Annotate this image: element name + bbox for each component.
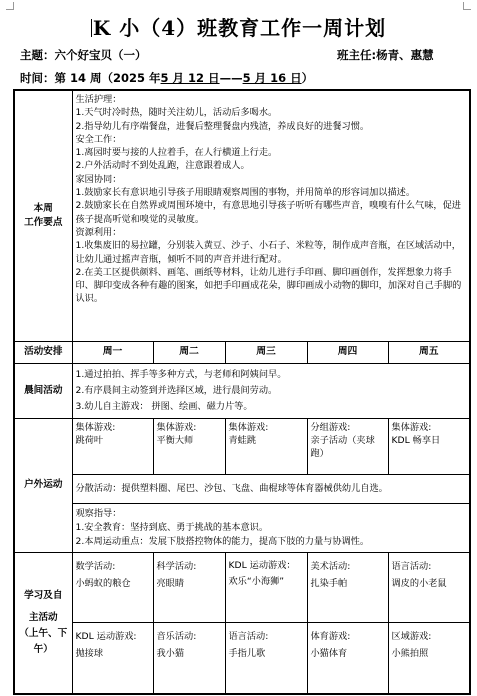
morning-line: 3.幼儿自主游戏： 拼图、绘画、磁力片等。 <box>75 400 253 412</box>
outdoor-guide-row <box>14 503 470 552</box>
outdoor-group-row <box>14 474 470 503</box>
learning-cell: KDL 运动游戏：欢乐“小海狮” <box>225 552 307 622</box>
focus-line: 生活护理： <box>75 94 122 105</box>
page-corner-mark <box>6 2 14 10</box>
teacher-line <box>337 47 434 63</box>
focus-line: 1.离园时要与接的人拉着手，在人行横道上行走。 <box>75 147 278 159</box>
text-cursor <box>91 19 92 37</box>
date-separator: —— <box>219 71 243 85</box>
outdoor-game-cell: 集体游戏: 跳荷叶 <box>72 418 153 474</box>
weekly-plan-table <box>13 89 471 695</box>
time-label: 时间： <box>20 71 55 85</box>
focus-line: 安全工作： <box>75 133 122 145</box>
teacher-label: 班主任: <box>337 48 377 62</box>
focus-line: 1.收集废旧的易拉罐，分别装入黄豆、沙子、小石子、米粒等，制作成声音瓶，在区域活动中，让幼儿通过摇声音瓶，倾听不同的声音并进行配对。 <box>75 240 461 265</box>
outdoor-game-cell: 集体游戏: 平衡大师 <box>153 418 225 474</box>
close-paren: ） <box>301 71 314 85</box>
teacher-value: 杨青、惠慧 <box>376 48 434 62</box>
schedule-label: 活动安排 <box>14 341 72 363</box>
focus-line: 2.指导幼儿有序端餐盘，进餐后整理餐盘内残渣，养成良好的进餐习惯。 <box>75 120 370 132</box>
morning-line: 2.有序晨间主动签到并选择区域，进行晨间劳动。 <box>75 384 278 396</box>
morning-content <box>72 363 470 418</box>
outdoor-game-cell: 集体游戏: KDL 畅享日 <box>388 418 470 474</box>
learning-label: 学习及自 主活动 （上午、下午） <box>14 552 72 694</box>
outdoor-label: 户外运动 <box>14 418 72 552</box>
theme-label: 主题： <box>20 48 55 62</box>
focus-line: 1.鼓励家长有意识地引导孩子用眼睛观察周围的事物，并用简单的形容词加以描述。 <box>75 187 416 199</box>
time-line <box>20 70 313 86</box>
focus-line: 资源利用： <box>75 226 122 238</box>
focus-line: 2.在美工区提供颜料、画笔、画纸等材料，让幼儿进行手印画、脚印画创作，发挥想象力将手印、脚印变成各种有趣的图案，如把手印画成花朵，脚印画成小动物的脚印，加深对自己手脚的认识。 <box>75 266 462 305</box>
morning-row <box>14 363 470 418</box>
day-thursday: 周四 <box>307 341 388 363</box>
learning-cell: 美术活动: 扎染手帕 <box>307 552 388 622</box>
learning-cell: 数学活动: 小蚂蚁的粮仓 <box>72 552 153 622</box>
learning-row-1 <box>14 552 470 622</box>
theme-value: 六个好宝贝（一） <box>54 48 147 62</box>
morning-label: 晨间活动 <box>14 363 72 418</box>
focus-line: 2.户外活动时不到处乱跑，注意跟着成人。 <box>75 160 250 172</box>
focus-content <box>72 90 470 341</box>
outdoor-game-cell: 分组游戏: 亲子活动（夹球跑） <box>307 418 388 474</box>
page-corner-mark <box>463 2 471 10</box>
outdoor-guide: 观察指导： 1.安全教育：坚持到底、勇于挑战的基本意识。 2.本周运动重点：发展下肢搭控物体的能力，提高下肢的力量与协调性。 <box>72 503 470 552</box>
day-friday: 周五 <box>388 341 470 363</box>
learning-cell: 区域游戏: 小熊拍照 <box>388 622 470 694</box>
learning-cell: 科学活动: 亮眼睛 <box>153 552 225 622</box>
learning-cell: 音乐活动: 我小猫 <box>153 622 225 694</box>
start-date: 5 月 12 日 <box>160 71 220 85</box>
focus-line: 1.天气时冷时热，随时关注幼儿，活动后多喝水。 <box>75 107 278 119</box>
title-text: K 小（4）班教育工作一周计划 <box>92 16 387 40</box>
day-tuesday: 周二 <box>153 341 225 363</box>
focus-line: 家园协同： <box>75 173 122 185</box>
learning-cell: 语言活动: 调皮的小老鼠 <box>388 552 470 622</box>
theme-line <box>20 47 147 63</box>
schedule-header-row <box>14 341 470 363</box>
focus-row <box>14 90 470 341</box>
outdoor-games-row <box>14 418 470 474</box>
document-title <box>0 12 477 41</box>
week-text: 第 14 周（2025 年 <box>54 71 161 85</box>
learning-row-2 <box>14 622 470 694</box>
outdoor-game-cell: 集体游戏: 青蛙跳 <box>225 418 307 474</box>
day-wednesday: 周三 <box>225 341 307 363</box>
focus-line: 2.鼓励家长在自然界或周围环境中，有意思地引导孩子听听有哪些声音，嗅嗅有什么气味，促进孩子提高听觉和嗅觉的灵敏度。 <box>75 200 461 225</box>
learning-cell: 语言活动: 手指儿歌 <box>225 622 307 694</box>
learning-cell: KDL 运动游戏: 抛接球 <box>72 622 153 694</box>
outdoor-group-text: 分散活动：提供塑料圈、尾巴、沙包、飞盘、曲棍球等体育器械供幼儿自选。 <box>72 474 470 503</box>
learning-cell: 体育游戏: 小猫体育 <box>307 622 388 694</box>
focus-label: 本周 工作要点 <box>14 90 72 341</box>
morning-line: 1.通过拍拍、挥手等多种方式，与老师和阿姨问早。 <box>75 368 287 380</box>
day-monday: 周一 <box>72 341 153 363</box>
end-date: 5 月 16 日 <box>242 71 302 85</box>
